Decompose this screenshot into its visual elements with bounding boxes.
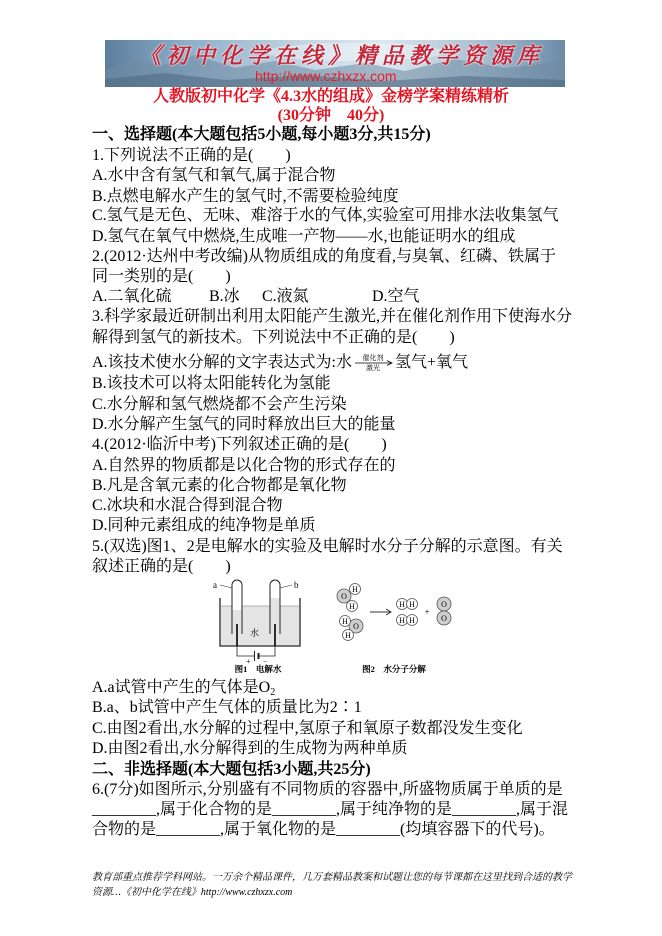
figure-1-caption: 图1 电解水 [234, 664, 282, 674]
section-2-heading: 二、非选择题(本大题包括3小题,共25分) [92, 761, 371, 778]
q5-option-a-subscript: 2 [270, 687, 276, 698]
svg-text:H: H [409, 600, 415, 609]
svg-text:H: H [399, 616, 405, 625]
footer-line-1: 教育部重点推荐学科网站。一万余个精品课件，几万套精品教案和试题让您的每节课都在这里找到合适的教学 [92, 872, 572, 883]
svg-text:O: O [441, 600, 447, 609]
label-water: 水 [250, 628, 260, 638]
document-subtitle: (30分钟 40分) [277, 107, 385, 124]
banner-title: 《初中化学在线》精品教学资源库 [139, 43, 545, 68]
label-negative: − [263, 657, 268, 666]
label-b: b [294, 580, 299, 590]
atom-h [343, 630, 354, 641]
q2-option-c: C.液氮 [262, 288, 309, 305]
banner [105, 40, 565, 87]
hydrogen-molecule [397, 599, 418, 610]
label-positive: + [246, 657, 251, 666]
banner-url: http://www.czhxzx.com [255, 68, 397, 84]
reaction-arrow [354, 353, 394, 373]
q1-option-b: B.点燃电解水产生的氢气时,不需要检验纯度 [92, 188, 399, 205]
atom-h [397, 615, 408, 626]
footer-line-2: 资源…《初中化学在线》http://www.czhxzx.com [92, 887, 293, 898]
q4-option-c: C.冰块和水混合得到混合物 [92, 497, 283, 514]
atom-h [347, 601, 358, 612]
atom-o [437, 597, 451, 611]
svg-text:H: H [345, 631, 351, 640]
q1-option-d: D.氢气在氧气中燃烧,生成唯一产物——水,也能证明水的组成 [92, 228, 516, 245]
label-a: a [213, 580, 217, 590]
svg-text:O: O [441, 614, 447, 623]
svg-text:H: H [349, 602, 355, 611]
figure-1-electrolysis [210, 576, 310, 676]
document-title: 人教版初中化学《4.3水的组成》金榜学案精练精析 [152, 88, 509, 105]
q1-stem: 1.下列说法不正确的是( ) [92, 147, 291, 164]
svg-text:O: O [353, 622, 359, 631]
q2-stem-line-1: 2.(2012·达州中考改编)从物质组成的角度看,与臭氧、红磷、铁属于 [92, 248, 556, 265]
q3-stem-line-1: 3.科学家最近研制出利用太阳能产生激光,并在催化剂作用下使海水分 [92, 308, 573, 325]
q5-option-c: C.由图2看出,水分解的过程中,氢原子和氧原子数都没发生变化 [92, 720, 523, 737]
wire-a [237, 646, 254, 656]
label-b-leader [280, 585, 292, 588]
svg-text:H: H [399, 600, 405, 609]
wire-b [259, 646, 275, 656]
svg-text:O: O [341, 592, 347, 601]
q3-option-d: D.水分解产生氢气的同时释放出巨大的能量 [92, 416, 396, 433]
q3-stem-line-2: 解得到氢气的新技术。下列说法中不正确的是( ) [92, 329, 455, 346]
q6-line-2: ________,属于化合物的是________,属于纯净物的是________,属于混 [92, 801, 569, 818]
q5-option-a [92, 678, 275, 698]
figure-2-molecule-decomposition [330, 576, 460, 676]
section-1-heading: 一、选择题(本大题包括5小题,每小题3分,共15分) [92, 126, 431, 143]
plus-sign: + [424, 607, 430, 617]
reaction-arrow-icon [370, 609, 391, 615]
q5-option-d: D.由图2看出,水分解得到的生成物为两种单质 [92, 740, 408, 757]
atom-h [407, 615, 418, 626]
label-a-leader [220, 585, 232, 588]
reaction-condition-laser: 激光 [366, 364, 381, 372]
q2-stem-line-2: 同一类别的是( ) [92, 268, 231, 285]
q6-line-3: 合物的是________,属于氧化物的是________(均填容器下的代号)。 [92, 821, 555, 838]
battery-icon [255, 651, 259, 661]
atom-h [340, 616, 351, 627]
water-molecule [340, 616, 364, 641]
atom-o [337, 589, 351, 603]
q3-option-a-text: A.该技术使水分解的文字表达式为:水 [92, 354, 353, 371]
q4-stem: 4.(2012·临沂中考)下列叙述正确的是( ) [92, 436, 387, 453]
q1-option-c: C.氢气是无色、无味、难溶于水的气体,实验室可用排水法收集氢气 [92, 207, 559, 224]
water-molecule [337, 584, 361, 612]
q5-option-b: B.a、b试管中产生气体的质量比为2∶1 [92, 699, 362, 716]
q2-options [92, 287, 572, 307]
atom-h [397, 599, 408, 610]
oxygen-molecule [437, 597, 451, 625]
hydrogen-molecule [397, 615, 418, 626]
q5-option-a-text: A.a试管中产生的气体是O [92, 679, 271, 696]
q2-option-b: B.冰 [209, 288, 240, 305]
q3-option-a-products: 氢气+氧气 [395, 354, 469, 371]
q2-option-d: D.空气 [372, 288, 420, 305]
atom-h [407, 599, 418, 610]
svg-text:H: H [409, 616, 415, 625]
q3-option-a [92, 353, 468, 373]
atom-o [437, 611, 451, 625]
q4-option-b: B.凡是含氧元素的化合物都是氧化物 [92, 477, 347, 494]
svg-text:H: H [352, 585, 358, 594]
q3-option-c: C.水分解和氢气燃烧都不会产生污染 [92, 396, 347, 413]
q2-option-a: A.二氧化硫 [92, 288, 172, 305]
reaction-condition-catalyst: 催化剂 [362, 354, 384, 362]
q4-option-a: A.自然界的物质都是以化合物的形式存在的 [92, 457, 396, 474]
q3-option-b: B.该技术可以将太阳能转化为氢能 [92, 375, 331, 392]
atom-h [350, 584, 361, 595]
q5-stem-line-1: 5.(双选)图1、2是电解水的实验及电解时水分子分解的示意图。有关 [92, 538, 563, 555]
q1-option-a: A.水中含有氢气和氧气,属于混合物 [92, 167, 336, 184]
q4-option-d: D.同种元素组成的纯净物是单质 [92, 517, 316, 534]
q6-line-1: 6.(7分)如图所示,分别盛有不同物质的容器中,所盛物质属于单质的是 [92, 781, 563, 798]
figure-2-caption: 图2 水分子分解 [362, 664, 426, 674]
svg-text:H: H [342, 617, 348, 626]
q5-stem-line-2: 叙述正确的是( ) [92, 558, 231, 575]
